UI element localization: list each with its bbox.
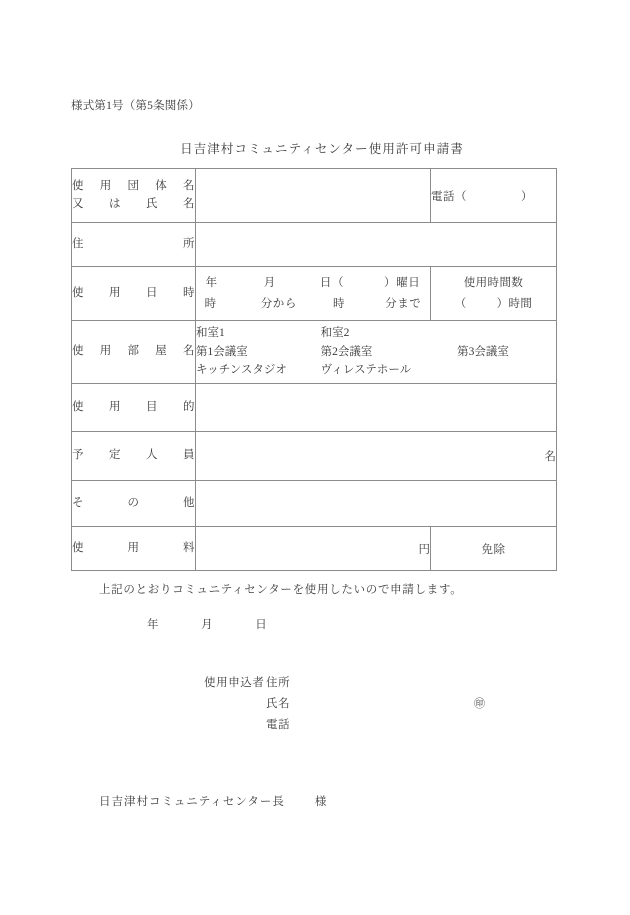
datetime-line-date <box>196 273 430 293</box>
addressee-line <box>99 793 327 809</box>
field-usage-datetime[interactable] <box>196 267 431 321</box>
room-option-meeting-3[interactable]: 第3会議室 <box>457 345 509 358</box>
room-option-meeting-2[interactable]: 第2会議室 <box>320 345 373 358</box>
applicant-name-row <box>204 695 486 716</box>
room-option-vileste-hall[interactable]: ヴィレステホール <box>320 364 412 377</box>
label-organization-line1: 使 用 団 体 名 <box>72 179 195 192</box>
weekday-label: ）曜日 <box>384 277 421 290</box>
label-rooms: 使 用 部 屋 名 <box>72 321 196 384</box>
room-option-row-2 <box>196 343 556 362</box>
end-minute-label: 分まで <box>385 297 422 310</box>
field-room-options[interactable] <box>196 321 557 384</box>
applicant-address-label: 住所 <box>266 677 291 689</box>
field-fee-amount[interactable] <box>196 527 431 571</box>
seal-icon: ㊞ <box>474 698 486 710</box>
start-minute-label: 分から <box>260 297 297 310</box>
addressee-name: 日吉津村コミュニティセンター長 <box>99 796 285 808</box>
table-row-purpose <box>72 384 557 432</box>
end-hour-label: 時 <box>333 297 346 310</box>
field-fee-exemption[interactable] <box>431 527 557 571</box>
room-option-row-1 <box>196 324 556 343</box>
label-organization <box>72 169 196 223</box>
room-option-meeting-1[interactable]: 第1会議室 <box>196 345 248 358</box>
page-title: 日吉津村コミュニティセンター使用許可申請書 <box>180 142 464 156</box>
label-purpose: 使 用 目 的 <box>72 384 196 432</box>
table-row-attendees <box>72 432 557 481</box>
form-number: 様式第1号（第5条関係） <box>71 100 200 112</box>
label-datetime: 使 用 日 時 <box>72 267 196 321</box>
month-label: 月 <box>263 277 276 290</box>
table-row-fee <box>72 527 557 571</box>
field-attendees[interactable] <box>196 432 557 481</box>
submission-date-line[interactable] <box>147 616 267 632</box>
applicant-caption: 使用申込者 <box>204 677 265 689</box>
application-form-table <box>71 168 557 571</box>
table-row-organization <box>72 169 557 223</box>
applicant-block <box>204 674 486 737</box>
usage-hours-label: 使用時間数 <box>463 277 524 290</box>
room-option-washitsu-2[interactable]: 和室2 <box>320 327 350 340</box>
room-option-kitchen-studio[interactable]: キッチンスタジオ <box>196 364 287 377</box>
day-label: 日（ <box>319 277 345 290</box>
label-organization-line2: 又 は 氏 名 <box>72 197 195 210</box>
start-hour-label: 時 <box>204 297 217 310</box>
fee-exempt-label: 免除 <box>481 543 506 556</box>
addressee-honorific: 様 <box>314 796 328 808</box>
applicant-phone-label: 電話 <box>266 719 291 731</box>
applicant-phone-row <box>204 716 486 737</box>
field-organization-name[interactable] <box>196 169 431 223</box>
phone-label: 電話（ <box>431 190 467 203</box>
field-purpose[interactable] <box>196 384 557 432</box>
label-attendees: 予 定 人 員 <box>72 432 196 481</box>
label-other: そ の 他 <box>72 481 196 527</box>
submission-day-label: 日 <box>255 619 268 631</box>
table-row-other <box>72 481 557 527</box>
applicant-address-row <box>204 674 486 695</box>
phone-close-paren: ） <box>521 190 533 203</box>
datetime-line-time <box>196 294 430 314</box>
attendees-unit: 名 <box>544 451 556 463</box>
applicant-name-label: 氏名 <box>266 698 291 710</box>
table-row-rooms <box>72 321 557 384</box>
room-option-washitsu-1[interactable]: 和室1 <box>196 327 225 340</box>
room-option-row-3 <box>196 361 556 380</box>
table-row-address <box>72 223 557 267</box>
label-fee: 使 用 料 <box>72 527 196 571</box>
year-label: 年 <box>205 277 218 290</box>
field-organization-phone[interactable] <box>431 169 557 223</box>
field-usage-hours[interactable] <box>431 267 557 321</box>
application-statement: 上記のとおりコミュニティセンターを使用したいので申請します。 <box>99 584 463 596</box>
field-address[interactable] <box>196 223 557 267</box>
table-row-datetime <box>72 267 557 321</box>
submission-year-label: 年 <box>147 619 160 631</box>
fee-unit: 円 <box>418 543 430 556</box>
usage-hours-input[interactable]: （ ）時間 <box>454 297 533 310</box>
field-other[interactable] <box>196 481 557 527</box>
submission-month-label: 月 <box>201 619 214 631</box>
label-address: 住 所 <box>72 223 196 267</box>
